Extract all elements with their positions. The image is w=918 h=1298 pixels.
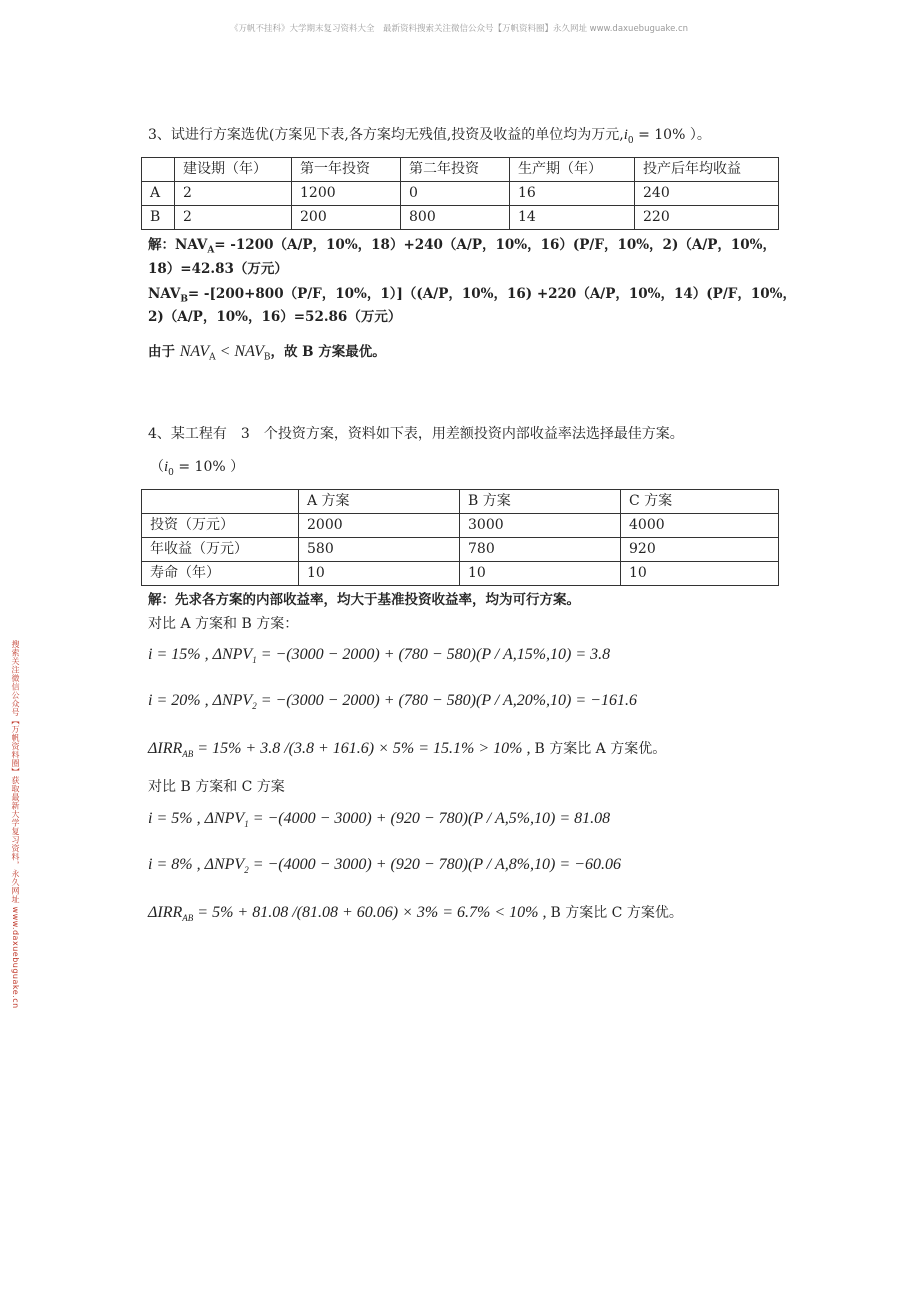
- table-cell: 2000: [299, 514, 460, 538]
- page-header-watermark: 《万帆不挂科》大学期末复习资料大全 最新资料搜索关注微信公众号【万帆资料圈】永久网址 www.daxuebuguake.cn: [229, 24, 689, 34]
- table-cell: C 方案: [621, 490, 779, 514]
- table-cell: 1200: [292, 182, 401, 206]
- table-cell: [142, 490, 299, 514]
- table-row: [142, 182, 779, 206]
- table-cell: 800: [401, 206, 510, 230]
- table-cell: 200: [292, 206, 401, 230]
- table-cell: 第一年投资: [292, 158, 401, 182]
- q3-table: [141, 157, 779, 230]
- table-cell: 0: [401, 182, 510, 206]
- q4-text: 4、某工程有 3 个投资方案，资料如下表，用差额投资内部收益率法选择最佳方案。: [148, 426, 684, 442]
- formula-npv1-ab: i = 15% , $\Delta NPV_1 = -(3000 - 2000) + (780 - 580)(P / A,15\%,10) = 3.8$: [148, 646, 611, 666]
- table-cell: 14: [510, 206, 635, 230]
- table-cell: 生产期（年）: [510, 158, 635, 182]
- formula-npv1-bc: i = 5% , $\Delta NPV_1 = -(4000 - 3000) + (920 - 780)(P / A,5\%,10) = 81.08$: [148, 810, 611, 830]
- formula-irr-ab: $\Delta IRR_{AB} = 15\% + 3.8$ /(3.8 + 161.6) × 5% = 15.1% > 10% , B 方案比 A 方案优。: [148, 740, 667, 760]
- table-row: [142, 562, 779, 586]
- table-cell: B 方案: [460, 490, 621, 514]
- table-cell: 780: [460, 538, 621, 562]
- table-cell: 4000: [621, 514, 779, 538]
- table-row: [142, 538, 779, 562]
- q3-solution-b-cont: 2)（A/P，10%，16）=52.86（万元）: [148, 309, 402, 325]
- table-cell: 投产后年均收益: [635, 158, 779, 182]
- q4-condition: （$i_0 = 10\%$ ）: [150, 459, 245, 478]
- table-cell: 920: [621, 538, 779, 562]
- table-cell: 2: [175, 182, 292, 206]
- q3-solution-a: 解：$NAV_A= -1200(A/P$，10%，18）+240（A/P，10%，16）(P/F，10%，2)（A/P，10%，: [148, 237, 777, 256]
- table-row: [142, 206, 779, 230]
- table-cell: 寿命（年）: [142, 562, 299, 586]
- table-cell: B: [142, 206, 175, 230]
- formula-irr-bc: $\Delta IRR_{AB} = 5\% + 81.08$ /(81.08 + 60.06) × 3% = 6.7% < 10% , B 方案比 C 方案优。: [148, 904, 683, 924]
- q3-solution-b: $NAV_B= -[200+800(P/F$，10%，1）]（(A/P，10%，16) +220（A/P，10%，14）(P/F，10%，: [148, 286, 796, 305]
- table-cell: 3000: [460, 514, 621, 538]
- table-cell: 10: [621, 562, 779, 586]
- table-cell: 580: [299, 538, 460, 562]
- table-cell: 240: [635, 182, 779, 206]
- q4-compare-bc: 对比 B 方案和 C 方案: [148, 779, 285, 795]
- formula-npv2-bc: i = 8% , $\Delta NPV_2 = -(4000 - 3000) + (920 - 780)(P / A,8\%,10) = -60.06$: [148, 856, 621, 876]
- q4-compare-ab: 对比 A 方案和 B 方案：: [148, 616, 299, 632]
- table-cell: 10: [299, 562, 460, 586]
- q4-solution: 解：先求各方案的内部收益率，均大于基准投资收益率，均为可行方案。: [148, 592, 580, 608]
- q3-solution-a-cont: 18）=42.83（万元）: [148, 261, 288, 277]
- q3-conclusion: 由于 $NAV_A < NAV_B$，故 B 方案最优。: [148, 343, 386, 363]
- table-cell: 投资（万元）: [142, 514, 299, 538]
- table-cell: 16: [510, 182, 635, 206]
- table-cell: A: [142, 182, 175, 206]
- q4-table: [141, 489, 779, 586]
- table-cell: 220: [635, 206, 779, 230]
- table-header-row: [142, 490, 779, 514]
- table-header-row: [142, 158, 779, 182]
- table-cell: 建设期（年）: [175, 158, 292, 182]
- table-cell: [142, 158, 175, 182]
- formula-npv2-ab: i = 20% , $\Delta NPV_2 = -(3000 - 2000) + (780 - 580)(P / A,20\%,10) = -161.6$: [148, 692, 637, 712]
- table-cell: 10: [460, 562, 621, 586]
- table-row: [142, 514, 779, 538]
- table-cell: A 方案: [299, 490, 460, 514]
- table-cell: 2: [175, 206, 292, 230]
- q3-text: 3、试进行方案选优(方案见下表,各方案均无残值,投资及收益的单位均为万元$,i_0 = 10\%$ ）。: [148, 127, 711, 146]
- side-watermark: 搜索关注微信公众号【万帆资料圈】获取最新大学复习资料，永久网址 www.daxuebuguake.cn: [11, 640, 20, 1009]
- table-cell: 年收益（万元）: [142, 538, 299, 562]
- table-cell: 第二年投资: [401, 158, 510, 182]
